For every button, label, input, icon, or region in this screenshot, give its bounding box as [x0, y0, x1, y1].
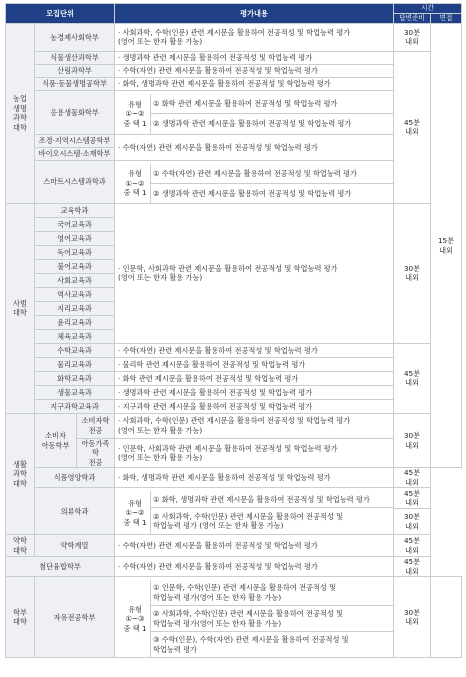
dept-convergence: 첨단융합학부 [6, 557, 115, 577]
prep-time-nutrition: 45분 내외 [394, 468, 431, 488]
prep-time-consumer: 30분 내외 [394, 413, 431, 468]
prep-time-clothing-30: 30분 내외 [394, 508, 431, 535]
eval-earth-edu: · 지구과학 관련 제시문을 활용하여 전공적성 및 학업능력 평가 [115, 399, 394, 413]
interview-eval-table [5, 3, 462, 658]
dept-edu-8: 윤리교육과 [35, 315, 115, 329]
dept-chem-edu: 화학교육과 [35, 371, 115, 385]
dept-earth-edu: 지구과학교육과 [35, 399, 115, 413]
eval-bio-edu: · 생명과학 관련 제시문을 활용하여 전공적성 및 학업능력 평가 [115, 385, 394, 399]
clothing-select: 유형 ①~② 중 택 1 [120, 491, 151, 534]
eval-child: · 인문학, 사회과학 관련 제시문을 활용하여 전공적성 및 학업능력 평가 (영어 또는 한자 활용 가능) [115, 438, 394, 468]
header-prep: 답변준비 [394, 13, 431, 23]
eval-clothing [115, 488, 394, 535]
dept-edu-1: 국어교육과 [35, 217, 115, 231]
dept-edu-4: 불어교육과 [35, 259, 115, 273]
dept-food: 식품·동물생명공학부 [35, 77, 115, 90]
liberal-opt3: ③ 수학(인문), 수학(자연) 관련 제시문을 활용하여 전공적성 및 학업능력 평가 [151, 632, 394, 658]
eval-landscape-bio: · 수학(자연) 관련 제시문을 활용하여 전공적성 및 학업능력 평가 [115, 134, 394, 160]
dept-math-edu: 수학교육과 [35, 343, 115, 357]
dept-landscape: 조경·지역시스템공학부 [35, 134, 115, 147]
liberal-select: 유형 ①~③ 중 택 1 [120, 580, 151, 657]
eval-edu: · 인문학, 사회과학 관련 제시문을 활용하여 전공적성 및 학업능력 평가 (영어 또는 한자 활용 가능) [115, 203, 394, 343]
smart-opt2: ② 생명과학 관련 제시문을 활용하여 전공적성 및 학업능력 평가 [151, 183, 394, 203]
dept-clothing: 의류학과 [35, 488, 115, 535]
eval-convergence: · 수학(자연) 관련 제시문을 활용하여 전공적성 및 학업능력 평가 [115, 557, 394, 577]
applied-opt2: ② 생명과학 관련 제시문을 활용하여 전공적성 및 학업능력 평가 [151, 113, 394, 134]
dept-edu-0: 교육학과 [35, 203, 115, 217]
dept-pharmacy: 약학계열 [35, 535, 115, 557]
dept-consumer: 소비자 아동학부 [35, 413, 77, 468]
dept-plant: 식물생산과학부 [35, 51, 115, 64]
sub-consumer: 소비자학 전공 [77, 413, 115, 438]
liberal-opt1: ① 인문학, 수학(인문) 관련 제시문을 활용하여 전공적성 및 학업능력 평가(영어 또는 한자 활용 가능) [153, 583, 337, 602]
applied-opt1: ① 화학 관련 제시문을 활용하여 전공적성 및 학업능력 평가 [153, 98, 338, 108]
dept-edu-7: 지리교육과 [35, 301, 115, 315]
prep-time-convergence: 45분 내외 [394, 557, 431, 577]
clothing-opt2: ② 사회과학, 수학(인문) 관련 제시문을 활용하여 전공적성 및 학업능력 평가 (영어 또는 한자 활용 가능) [151, 508, 394, 535]
group-pharm: 약학 대학 [6, 535, 35, 557]
eval-food: · 화학, 생명과학 관련 제시문을 활용하여 전공적성 및 학업능력 평가 [115, 77, 394, 90]
dept-edu-2: 영어교육과 [35, 231, 115, 245]
sub-child: 아동가족학 전공 [77, 438, 115, 468]
eval-chem-edu: · 화학 관련 제시문을 활용하여 전공적성 및 학업능력 평가 [115, 371, 394, 385]
eval-agri-econ: · 사회과학, 수학(인문) 관련 제시문을 활용하여 전공적성 및 학업능력 평가 (영어 또는 한자 활용 가능) [115, 23, 394, 51]
header-time: 시간 [394, 4, 462, 14]
prep-time-clothing-45: 45분 내외 [394, 488, 431, 508]
dept-forest: 산림과학부 [35, 64, 115, 77]
eval-math-edu: · 수학(자연) 관련 제시문을 활용하여 전공적성 및 학업능력 평가 [115, 343, 394, 357]
eval-phys-edu: · 물리학 관련 제시문을 활용하여 전공적성 및 학업능력 평가 [115, 357, 394, 371]
eval-plant: · 생명과학 관련 제시문을 활용하여 전공적성 및 학업능력 평가 [115, 51, 394, 64]
eval-pharmacy: · 수학(자연) 관련 제시문을 활용하여 전공적성 및 학업능력 평가 [115, 535, 394, 557]
prep-time-agri-econ: 30분 내외 [394, 23, 431, 51]
dept-smart: 스마트시스템과학과 [35, 160, 115, 203]
prep-time-liberal: 30분 내외 [394, 577, 431, 658]
dept-bio-edu: 생물교육과 [35, 385, 115, 399]
eval-liberal [115, 577, 394, 658]
eval-smart [115, 160, 394, 203]
group-edu: 사범 대학 [6, 203, 35, 413]
smart-select: 유형 ①~② 중 택 1 [120, 164, 151, 203]
dept-edu-5: 사회교육과 [35, 273, 115, 287]
eval-consumer: · 사회과학, 수학(인문) 관련 제시문을 활용하여 전공적성 및 학업능력 평가 (영어 또는 한자 활용 가능) [115, 413, 394, 438]
applied-select: 유형 ①~② 중 택 1 [120, 94, 151, 134]
group-agri: 농업 생명 과학 대학 [6, 23, 35, 203]
prep-time-agri-45: 45분 내외 [394, 51, 431, 203]
dept-biosys: 바이오시스템·소재학부 [35, 147, 115, 160]
prep-time-edu-30: 30분 내외 [394, 203, 431, 343]
interview-time-liberal-empty [431, 577, 462, 658]
interview-time: 15분 내외 [431, 23, 462, 468]
dept-edu-9: 체육교육과 [35, 329, 115, 343]
dept-phys-edu: 물리교육과 [35, 357, 115, 371]
header-interview: 면접 [431, 13, 462, 23]
group-free: 학부 대학 [6, 577, 35, 658]
eval-applied [115, 90, 394, 134]
dept-liberal: 자유전공학부 [35, 577, 115, 658]
prep-time-edu-45: 45분 내외 [394, 343, 431, 413]
dept-agri-econ: 농경제사회학부 [35, 23, 115, 51]
liberal-opt2: ② 사회과학, 수학(인문) 관련 제시문을 활용하여 전공적성 및 학업능력 평가(영어 또는 한자 활용 가능) [151, 606, 394, 632]
dept-edu-6: 역사교육과 [35, 287, 115, 301]
eval-forest: · 수학(자연) 관련 제시문을 활용하여 전공적성 및 학업능력 평가 [115, 64, 394, 77]
dept-applied: 응용생물화학부 [35, 90, 115, 134]
dept-nutrition: 식품영양학과 [35, 468, 115, 488]
dept-edu-3: 독어교육과 [35, 245, 115, 259]
prep-time-pharmacy: 45분 내외 [394, 535, 431, 557]
group-life: 생활 과학 대학 [6, 413, 35, 535]
clothing-opt1: ① 화학, 생명과학 관련 제시문을 활용하여 전공적성 및 학업능력 평가 [153, 494, 370, 504]
header-eval: 평가내용 [115, 4, 394, 24]
smart-opt1: ① 수학(자연) 관련 제시문을 활용하여 전공적성 및 학업능력 평가 [153, 168, 357, 178]
header-unit: 모집단위 [6, 4, 115, 24]
eval-nutrition: · 화학, 생명과학 관련 제시문을 활용하여 전공적성 및 학업능력 평가 [115, 468, 394, 488]
